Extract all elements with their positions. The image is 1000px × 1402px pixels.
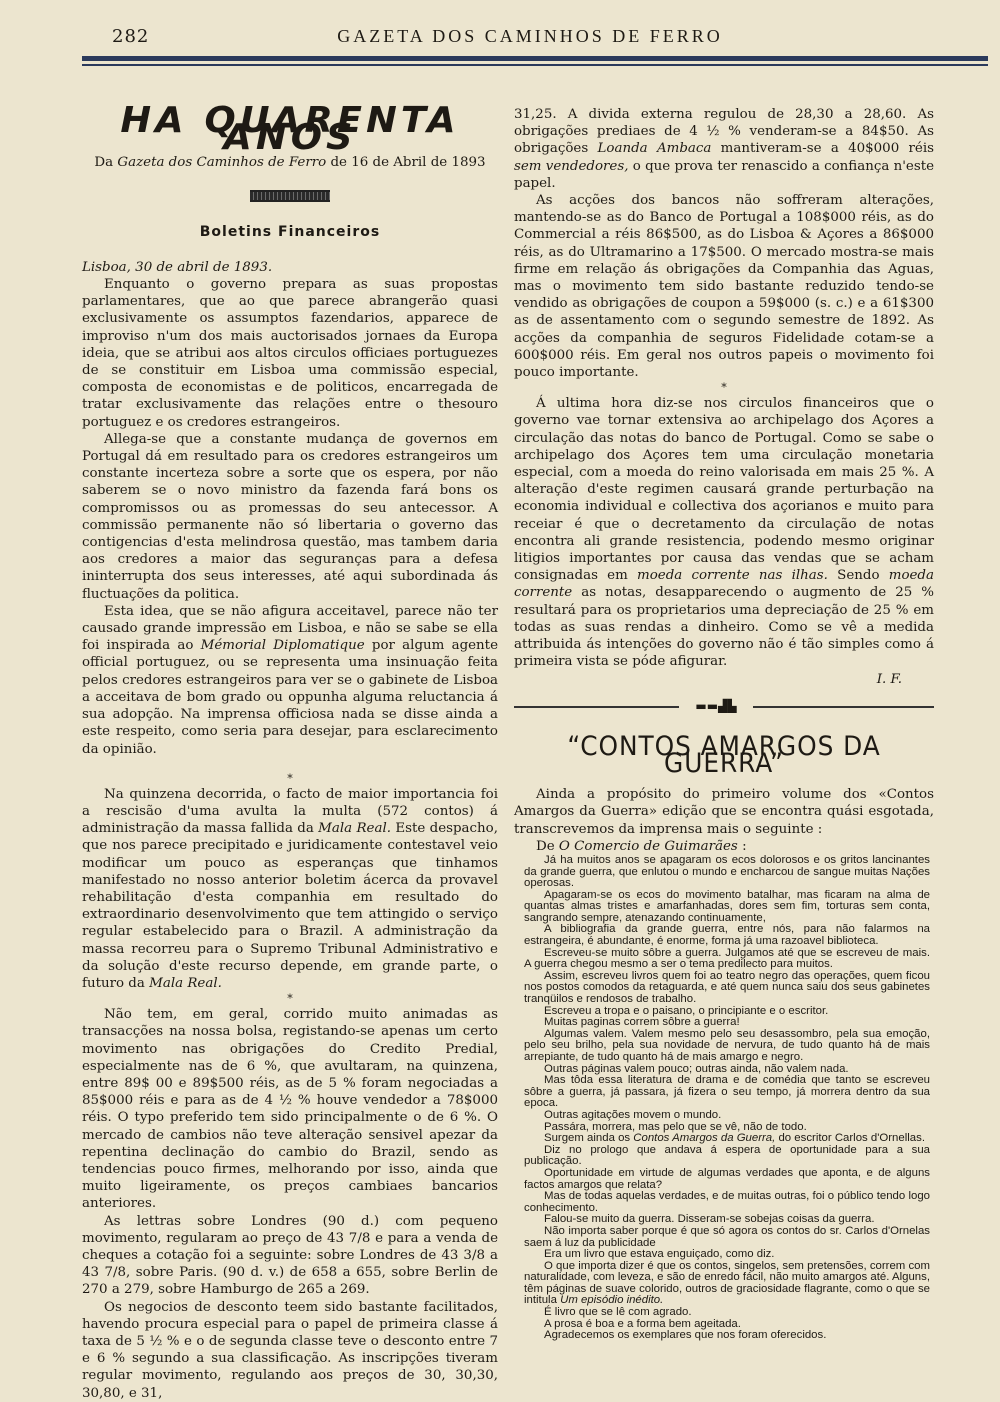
left-column	[82, 100, 498, 1402]
quote-paragraph: Escreveu-se muito sôbre a guerra. Julgamos até que se escreveu de mais. A guerra chegou mesmo a ser o tema predilecto para muitos.	[524, 946, 930, 971]
header-rule-thin	[82, 64, 988, 66]
quote-paragraph: Era um livro que estava enguiçado, como diz.	[544, 1248, 775, 1261]
quoted-review	[514, 855, 934, 1342]
article-title: HA QUARENTA ANOS	[120, 100, 460, 159]
quote-paragraph: A prosa é boa e a forma bem ageitada.	[544, 1317, 741, 1330]
train-icon: ▬▬▟▙	[679, 698, 753, 714]
section-heading: Boletins Financeiros	[199, 223, 381, 240]
quote-paragraph: Algumas valem. Valem mesmo pelo seu desassombro, pela sua emoção, pelo seu brilho, pela sua novidade de nervura, de tudo quanto há de mais arrepiante, de tudo quanto há de mais amargo e negro.	[524, 1027, 930, 1064]
paragraph: As lettras sobre Londres (90 d.) com pequeno movimento, regularam ao preço de 43 7/8 e para a venda de cheques a cotação foi a seguinte: sobre Londres de 43 3/8 a 43 7/8, sobre Paris. (90 d. v.) de 658 a 655, sobre Berlin de 270 a 279, sobre Hamburgo de 265 a 269.	[82, 1213, 498, 1298]
quote-paragraph: Muitas paginas correm sôbre a guerra!	[544, 1016, 740, 1029]
source-line: De O Comercio de Guimarães :	[536, 838, 747, 854]
paragraph: Enquanto o governo prepara as suas propostas parlamentares, que ao que parece abrangerão quasi exclusivamente os assumptos fazendarios, apparece de improviso n'um dos mais auctorisados jornaes da Europa ideia, que se atribui aos altos circulos officiaes portuguezes de se constituir em Lisboa uma commissão especial, composta de economistas e de politicos, encarregada de tratar exclusivamente das relações entre o thesouro portuguez e os credores estrangeiros.	[82, 277, 498, 430]
quote-paragraph: É livro que se lê com agrado.	[544, 1306, 692, 1319]
quote-paragraph: Não importa saber porque é que só agora os contos do sr. Carlos d'Ornelas saem á luz da publicidade	[524, 1224, 930, 1249]
quote-paragraph: Outras páginas valem pouco; outras ainda, não valem nada.	[544, 1062, 849, 1075]
quote-paragraph: Já ha muitos anos se apagaram os ecos dolorosos e os gritos lancinantes da grande guerra, que enlutou o mundo e encharcou de sangue muitas Nações operosas.	[524, 853, 930, 890]
quote-paragraph: Surgem ainda os Contos Amargos da Guerra, do escritor Carlos d'Ornellas.	[544, 1132, 925, 1145]
quote-paragraph: Apagaram-se os ecos do movimento batalhar, mas ficaram na alma de quantas almas tristes e amarfanhadas, dores sem fim, torturas sem conta, sangrando sempre, atenazando continuamente,	[524, 888, 930, 924]
quote-paragraph: Falou-se muito da guerra. Disseram-se sobejas coisas da guerra.	[544, 1213, 875, 1226]
paragraph: Esta idea, que se não afigura acceitavel, parece não ter causado grande impressão em Lisboa, e não se sabe se ella foi inspirada ao Mémorial Diplomatique por algum agente official portuguez, ou se representa uma insinuação feita pelos credores estrangeiros para ver se o gabinete de Lisboa a acceitava de bom grado ou oppunha alguma reluctancia á sua adopção. Na imprensa officiosa nada se disse ainda a este respeito, como seria para desejar, para esclarecimento da opinião.	[82, 603, 498, 757]
quote-paragraph: Mas de todas aquelas verdades, e de muitas outras, foi o público tendo logo conhecimento.	[524, 1190, 930, 1214]
quote-paragraph: Mas tôda essa literatura de drama e de comédia que tanto se escreveu sôbre a guerra, já passara, já fizera o seu tempo, já morrera dentro da sua epoca.	[524, 1074, 930, 1110]
article-subtitle: Da Gazeta dos Caminhos de Ferro de 16 de Abril de 1893	[94, 155, 486, 171]
paragraph: Não tem, em geral, corrido muito animadas as transacções na nossa bolsa, registando-se apenas um certo movimento nas obrigações do Credito Predial, especialmente nas de 6 %, que avultaram, na quinzena, entre 89$ 00 e 89$500 réis, as de 5 % foram negociadas a 85$000 réis e para as de 4 ½ % houve vendedor a 78$000 réis. O typo preferido tem sido principalmente o de 6 %. O mercado de cambios não teve alteração sensivel apezar da repentina declinação do cambio do Brazil, sendo as tendencias pouco firmes, melhorando por isso, ainda que muito ligeiramente, os preços cambiaes bancarios anteriores.	[82, 1007, 498, 1212]
contos-intro: Ainda a propósito do primeiro volume dos «Contos Amargos da Guerra» edição que se encontra quási esgotada, transcrevemos da imprensa mais o seguinte :	[514, 787, 934, 837]
ornament-divider	[250, 190, 330, 202]
section-separator-star: *	[287, 771, 293, 785]
train-divider	[514, 696, 934, 716]
dateline: Lisboa, 30 de abril de 1893.	[82, 259, 273, 275]
quote-paragraph: Outras agitações movem o mundo.	[544, 1108, 722, 1121]
paragraph: Os negocios de desconto teem sido bastante facilitados, havendo procura especial para o papel de primeira classe á taxa de 5 ½ % e o de segunda classe teve o desconto entre 7 e 6 % segundo a sua classificação. As inscripções tiveram regular movimento, regulando aos preços de 30, 30,30, 30,80, e 31,	[82, 1299, 498, 1401]
paragraph: Na quinzena decorrida, o facto de maior importancia foi a rescisão d'uma avulta la multa (572 contos) á administração da massa fallida da Mala Real. Este despacho, que nos parece precipitado e juridicamente contestavel veio modificar um pouco as esperanças que tinhamos manifestado no nosso anterior boletim ácerca da provavel rehabilitação d'esta companhia em resultado do extraordinario desenvolvimento que tem attingido o serviço regular estabelecido para o Brazil. A administração da massa recorreu para o Supremo Tribunal Administrativo e da solução d'este recurso depende, em grande parte, o futuro da Mala Real.	[82, 786, 498, 991]
page-header	[80, 26, 980, 52]
quote-paragraph: A bibliografia da grande guerra, entre nós, para não falarmos na estrangeira, é abundante, é enorme, forma já uma razoavel biblioteca.	[524, 923, 930, 948]
right-column	[514, 106, 934, 1342]
paragraph: 31,25. A divida externa regulou de 28,30 a 28,60. As obrigações prediaes de 4 ½ % venderam-se a 84$50. As obrigações Loanda Ambaca mantiveram-se a 40$000 réis sem vendedores, o que prova ter renascido a confiança n'este papel.	[514, 107, 935, 191]
contos-title: “CONTOS AMARGOS DA GUERRA”	[567, 730, 881, 779]
quote-paragraph: Oportunidade em virtude de algumas verdades que aponta, e de alguns factos amargos que relata?	[524, 1166, 930, 1191]
quote-paragraph: Diz no prologo que andava á espera de oportunidade para a sua publicação.	[524, 1143, 930, 1168]
paragraph: Allega-se que a constante mudança de governos em Portugal dá em resultado para os credores estrangeiros um constante incerteza sobre a sorte que os espera, por não saberem se o novo ministro da fazenda fará bons os compromissos ou as promessas do seu antecessor. A commissão permanente não só libertaria o governo das contigencias d'esta melindrosa questão, mas tambem daria aos credores a maior das seguranças para a defesa ininterrupta dos seus interesses, até aqui subordinada ás fluctuações da politica.	[82, 431, 498, 602]
section-separator-star: *	[721, 381, 727, 395]
signature: I. F.	[876, 671, 902, 687]
paragraph: Á ultima hora diz-se nos circulos financeiros que o governo vae tornar extensiva ao archipelago dos Açores a circulação das notas do banco de Portugal. Como se sabe o archipelago dos Açores tem uma circulação monetaria especial, com a moeda do reino valorisada em mais 25 %. A alteração d'este regimen causará grande perturbação na economia individual e collectiva dos açorianos e muito para receiar é que o decretamento da circulação de notas encontra ali grande resistencia, podendo mesmo originar litigios importantes por causa das vendas que se acham consignadas em moeda corrente nas ilhas. Sendo moeda corrente as notas, desapparecendo o augmento de 25 % resultará para os proprietarios uma depreciação de 25 % em todas as suas rendas a dinheiro. Como se vê a medida attribuida ás intenções do governo não é tão simples como á primeira vista se póde afigurar.	[514, 396, 934, 670]
quote-paragraph: Escreveu a tropa e o paisano, o principiante e o escritor.	[544, 1004, 829, 1017]
header-rule	[82, 56, 988, 61]
section-separator-star: *	[287, 992, 293, 1006]
paragraph: As acções dos bancos não soffreram alterações, mantendo-se as do Banco de Portugal a 108$000 réis, as do Commercial a réis 86$500, as do Lisboa & Açores a 86$000 réis, as do Ultramarino a 17$500. O mercado mostra-se mais firme em relação ás obrigações da Companhia das Aguas, mas o movimento tem sido bastante reduzido tendo-se vendido as obrigações de coupon a 59$000 (s. c.) e a 61$300 as de assentamento com o segundo semestre de 1892. As acções da companhia de seguros Fidelidade cotam-se a 600$000 réis. Em geral nos outros papeis o movimento foi pouco importante.	[514, 193, 934, 381]
quote-paragraph: Agradecemos os exemplares que nos foram oferecidos.	[544, 1329, 827, 1342]
quote-paragraph: O que importa dizer é que os contos, singelos, sem pretensões, correm com naturalidade, com leveza, e são de enredo fácil, não muito amargos até. Alguns, têm páginas de suave colorido, outros de graciosidade flagrante, como o que se intitula Um episódio inédito.	[524, 1259, 930, 1307]
page-number: 282	[112, 26, 150, 47]
journal-title: GAZETA DOS CAMINHOS DE FERRO	[337, 26, 723, 46]
quote-paragraph: Passára, morrera, mas pelo que se vê, não de todo.	[544, 1120, 807, 1133]
quote-paragraph: Assim, escreveu livros quem foi ao teatro negro das operações, quem ficou nos postos comodos da retaguarda, e até quem nunca saiu dos seus gabinetes tranqüilos e rendosos de trabalho.	[524, 969, 930, 1006]
